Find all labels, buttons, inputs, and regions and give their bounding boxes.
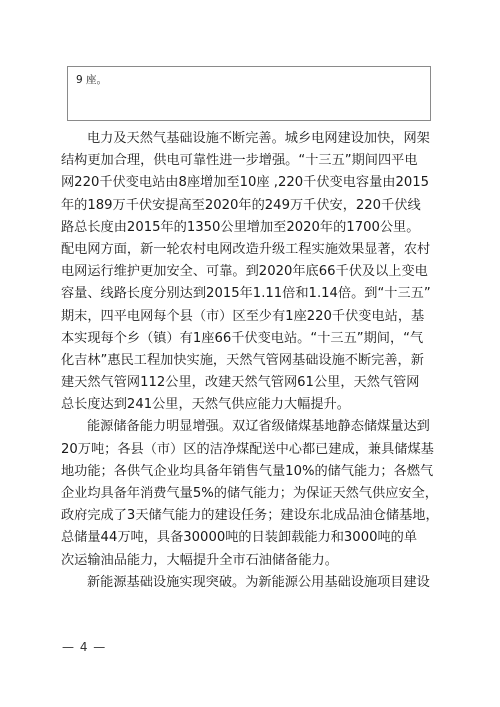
text-line: 网220千伏变电站由8座增加至10座 ,220千伏变电容量由2015	[61, 175, 430, 191]
text-line: 地功能；各供气企业均具备年销售气量10%的储气能力；各燃气	[61, 463, 434, 479]
paragraph-new-energy	[61, 572, 441, 594]
document-body	[61, 128, 441, 594]
text-line: 路总长度由2015年的1350公里增加至2020年的1700公里。	[61, 219, 420, 235]
continuation-box	[67, 66, 431, 121]
text-line: 电力及天然气基础设施不断完善。城乡电网建设加快，网架	[87, 131, 430, 146]
text-line: 政府完成了3天储气能力的建设任务；建设东北成品油仓储基地，	[61, 508, 439, 524]
page-number: — 4 —	[62, 640, 107, 654]
text-line: 新能源基础设施实现突破。为新能源公用基础设施项目建设	[87, 574, 430, 590]
text-line: 建天然气管网112公里，改建天然气管网61公里，天然气管网	[61, 375, 420, 391]
text-line: 年的189万千伏安提高至2020年的249万千伏安，220千伏线	[61, 197, 421, 213]
text-line: 期末，四平电网每个县（市）区至少有1座220千伏变电站，基	[61, 308, 425, 324]
text-line: 本实现每个乡（镇）有1座66千伏变电站。“十三五”期间，“气	[61, 330, 424, 346]
paragraph-energy-storage	[61, 416, 441, 571]
text-line: 容量、线路长度分别达到2015年1.11倍和1.14倍。到“十三五”	[61, 286, 431, 302]
text-line: 次运输油品能力，大幅提升全市石油储备能力。	[61, 552, 338, 568]
text-line: 总储量44万吨，具备30000吨的日装卸载能力和3000吨的单	[61, 530, 418, 546]
text-line: 企业均具备年消费气量5%的储气能力；为保证天然气供应安全，	[61, 486, 438, 501]
text-line: 结构更加合理，供电可靠性进一步增强。“十三五”期间四平电	[61, 153, 418, 169]
text-line: 总长度达到241公里，天然气供应能力大幅提升。	[61, 397, 350, 413]
text-line: 20万吨；各县（市）区的洁净煤配送中心都已建成，兼具储煤基	[61, 441, 434, 457]
text-line: 化吉林”惠民工程加快实施，天然气管网基础设施不断完善，新	[61, 352, 424, 368]
text-line: 电网运行维护更加安全、可靠。到2020年底66千伏及以上变电	[61, 264, 428, 280]
paragraph-power-gas	[61, 128, 441, 416]
text-line: 能源储备能力明显增强。双辽省级储煤基地静态储煤量达到	[87, 419, 430, 435]
text-line: 配电网方面，新一轮农村电网改造升级工程实施效果显著，农村	[61, 241, 431, 257]
box-text: 9 座。	[76, 74, 108, 86]
